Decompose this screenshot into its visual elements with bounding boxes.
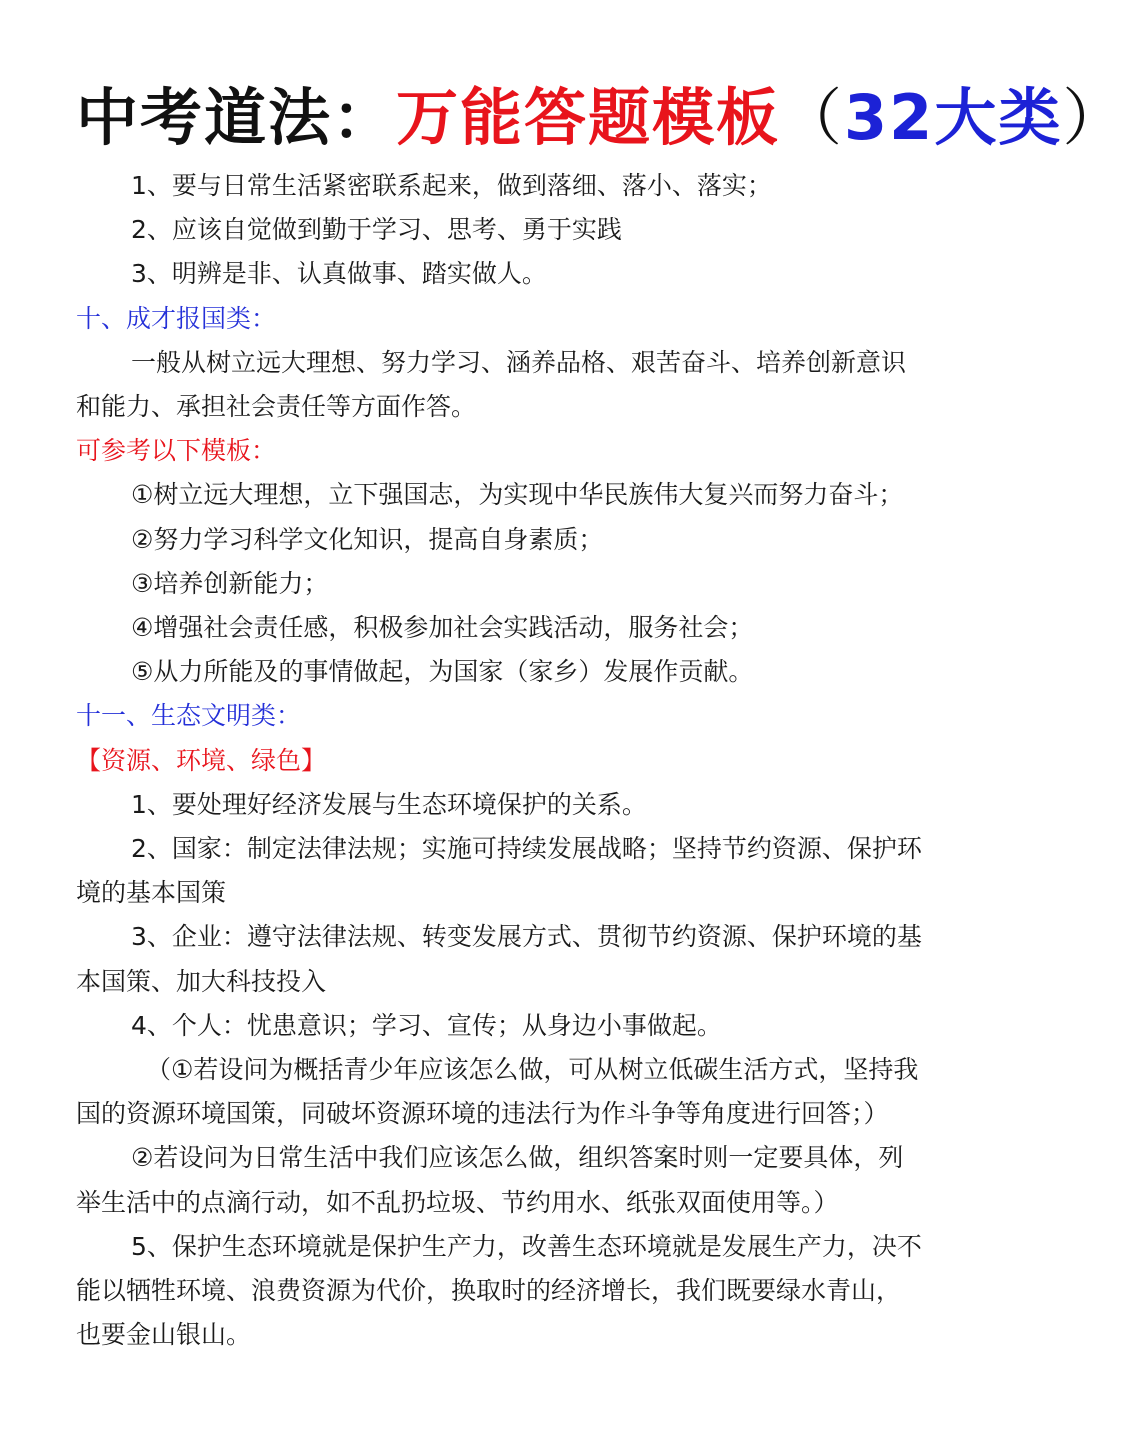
page-title xyxy=(76,78,1126,158)
text-line: 5、保护生态环境就是保护生产力，改善生态环境就是发展生产力，决不 xyxy=(131,1231,922,1261)
template-heading: 可参考以下模板： xyxy=(76,436,277,466)
text-line: 4、个人：忧患意识；学习、宣传；从身边小事做起。 xyxy=(131,1010,722,1040)
title-paren-open: （ xyxy=(780,81,845,154)
text-line: ③培养创新能力； xyxy=(131,568,329,598)
text-line: ④增强社会责任感，积极参加社会实践活动，服务社会； xyxy=(131,613,754,643)
title-paren-close: ） xyxy=(1062,81,1126,154)
section-heading-ecology: 十一、生态文明类： xyxy=(76,701,302,731)
title-part-template: 万能答题模板 xyxy=(396,81,781,154)
text-line: ①树立远大理想，立下强国志，为实现中华民族伟大复兴而努力奋斗； xyxy=(131,480,904,510)
keyword-heading: 【资源、环境、绿色】 xyxy=(76,745,327,775)
text-line: 3、明辨是非、认真做事、踏实做人。 xyxy=(131,259,547,289)
text-line: ②若设问为日常生活中我们应该怎么做，组织答案时则一定要具体，列 xyxy=(131,1143,904,1173)
text-line: 1、要与日常生活紧密联系起来，做到落细、落小、落实； xyxy=(131,171,772,200)
text-line: 1、要处理好经济发展与生态环境保护的关系。 xyxy=(131,789,647,819)
text-line: 国的资源环境国策，同破坏资源环境的违法行为作斗争等角度进行回答；） xyxy=(76,1099,889,1129)
text-line: 举生活中的点滴行动，如不乱扔垃圾、节约用水、纸张双面使用等。） xyxy=(76,1187,839,1217)
text-line: 也要金山银山。 xyxy=(76,1320,252,1350)
title-part-subject: 中考道法： xyxy=(76,81,397,154)
section-heading-talent: 十、成才报国类： xyxy=(76,303,277,333)
text-line: ②努力学习科学文化知识，提高自身素质； xyxy=(131,524,604,554)
text-line: ⑤从力所能及的事情做起，为国家（家乡）发展作贡献。 xyxy=(131,657,754,687)
text-line: 2、国家：制定法律法规；实施可持续发展战略；坚持节约资源、保护环 xyxy=(131,834,922,864)
text-line: 和能力、承担社会责任等方面作答。 xyxy=(76,392,477,422)
text-line: 能以牺牲环境、浪费资源为代价，换取时的经济增长，我们既要绿水青山， xyxy=(76,1276,902,1306)
text-line: 境的基本国策 xyxy=(76,878,227,908)
text-line: 本国策、加大科技投入 xyxy=(76,966,327,996)
text-line: 2、应该自觉做到勤于学习、思考、勇于实践 xyxy=(131,215,622,245)
text-line: 一般从树立远大理想、努力学习、涵养品格、艰苦奋斗、培养创新意识 xyxy=(131,347,907,377)
title-part-count: 32大类 xyxy=(844,81,1063,154)
text-line: 3、企业：遵守法律法规、转变发展方式、贯彻节约资源、保护环境的基 xyxy=(131,922,922,952)
text-line: （①若设问为概括青少年应该怎么做，可从树立低碳生活方式，坚持我 xyxy=(146,1055,919,1085)
